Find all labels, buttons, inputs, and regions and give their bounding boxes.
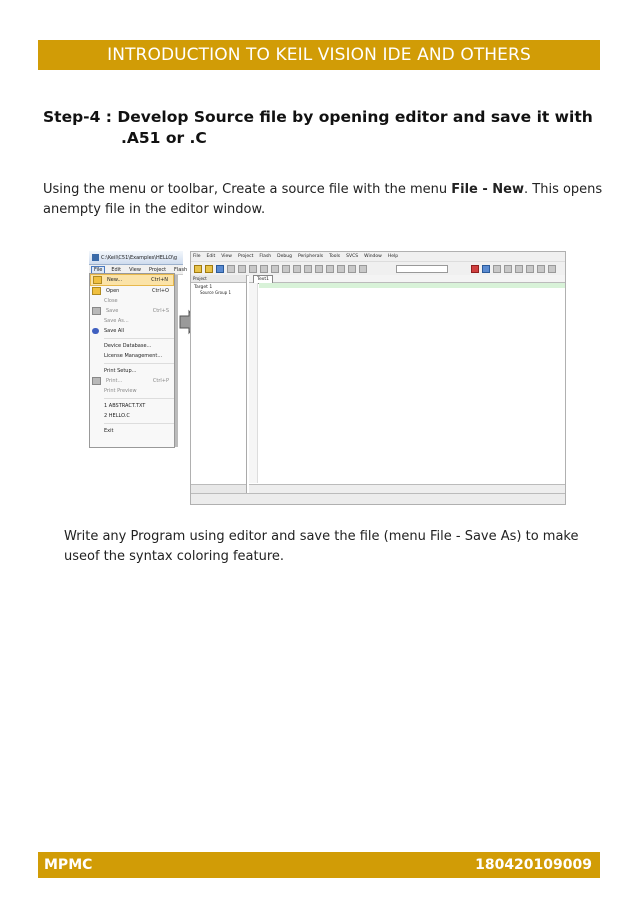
save-instruction-paragraph: Write any Program using editor and save the file (menu File - Save As) to make useof the syntax coloring feature. xyxy=(64,529,579,564)
tree-target[interactable]: Target 1 xyxy=(194,285,213,290)
ide-menu-view[interactable]: View xyxy=(221,254,232,259)
footer-subject: MPMC xyxy=(44,857,93,873)
view-icon[interactable] xyxy=(515,265,523,273)
new-file-icon xyxy=(93,276,102,284)
file-menu-screenshot xyxy=(89,251,188,448)
ide-menu-project[interactable]: Project xyxy=(237,254,254,259)
menu-file[interactable]: File xyxy=(91,266,105,274)
page-header-banner xyxy=(38,40,600,70)
blank-icon xyxy=(92,343,99,349)
print-icon xyxy=(92,377,101,385)
blank-icon xyxy=(92,428,99,434)
editor-pane[interactable] xyxy=(249,275,565,493)
project-pane-tabs[interactable] xyxy=(191,484,246,493)
save-all-icon[interactable] xyxy=(227,265,235,273)
save-all-icon xyxy=(92,328,99,334)
copy-icon[interactable] xyxy=(249,265,257,273)
save-icon xyxy=(92,307,101,315)
menu-item-exit[interactable] xyxy=(90,426,174,436)
cut-icon[interactable] xyxy=(238,265,246,273)
open-icon[interactable] xyxy=(205,265,213,273)
menu-item-close[interactable] xyxy=(90,296,174,306)
config-icon[interactable] xyxy=(537,265,545,273)
ide-toolbar-right xyxy=(471,265,559,273)
menu-item-shortcut: Ctrl+P xyxy=(152,378,169,384)
menu-item-save-all[interactable] xyxy=(90,326,174,336)
menu-item-shortcut: Ctrl+O xyxy=(151,288,169,294)
open-folder-icon xyxy=(92,287,101,295)
breakpoint-icon[interactable] xyxy=(493,265,501,273)
step-heading-line1: Step-4 : Develop Source file by opening editor and save it with xyxy=(43,108,593,126)
blank-icon xyxy=(92,353,99,359)
redo-icon[interactable] xyxy=(282,265,290,273)
indent-icon[interactable] xyxy=(348,265,356,273)
ide-menu-svcs[interactable]: SVCS xyxy=(346,254,359,259)
step-heading xyxy=(43,107,593,149)
footer-id: 180420109009 xyxy=(475,857,592,873)
tools-icon[interactable] xyxy=(548,265,556,273)
menu-item-label: New... xyxy=(107,277,123,283)
options-icon[interactable] xyxy=(504,265,512,273)
menu-item-label: 1 ABSTRACT.TXT xyxy=(104,403,146,409)
menu-item-label: Exit xyxy=(104,428,114,434)
blank-icon xyxy=(92,318,99,324)
undo-icon[interactable] xyxy=(271,265,279,273)
ide-menu-bar xyxy=(191,252,565,262)
nav-back-icon[interactable] xyxy=(293,265,301,273)
menu-separator xyxy=(104,338,174,339)
page-footer xyxy=(38,852,600,878)
instruction-text-post: . This opens anempty file in the editor window. xyxy=(43,182,603,217)
menu-separator xyxy=(104,363,174,364)
menu-item-recent-2[interactable] xyxy=(90,411,174,421)
nav-forward-icon[interactable] xyxy=(304,265,312,273)
step-heading-line2: .A51 or .C xyxy=(121,129,207,147)
menu-view[interactable]: View xyxy=(129,266,141,273)
bookmark-prev-icon[interactable] xyxy=(326,265,334,273)
save-icon[interactable] xyxy=(216,265,224,273)
menu-item-print[interactable] xyxy=(90,376,174,386)
unindent-icon[interactable] xyxy=(359,265,367,273)
menu-item-label: Print Preview xyxy=(104,388,137,394)
menu-item-recent-1[interactable] xyxy=(90,401,174,411)
menu-item-label: 2 HELLO.C xyxy=(104,413,130,419)
menu-item-new[interactable] xyxy=(90,274,174,286)
instruction-paragraph xyxy=(43,180,603,220)
menu-item-label: Print Setup... xyxy=(104,368,137,374)
window-title: C:\Keil\C51\Examples\HELLO\g xyxy=(101,254,178,261)
debug-icon[interactable] xyxy=(482,265,490,273)
menu-item-label: License Management... xyxy=(104,353,163,359)
tree-source-group[interactable]: Source Group 1 xyxy=(200,290,232,295)
ide-menu-flash[interactable]: Flash xyxy=(259,254,272,259)
menu-item-save-as[interactable] xyxy=(90,316,174,326)
blank-icon xyxy=(92,388,99,394)
menu-item-open[interactable] xyxy=(90,286,174,296)
ide-menu-help[interactable]: Help xyxy=(387,254,399,259)
menu-item-device-database[interactable] xyxy=(90,341,174,351)
ide-menu-peripherals[interactable]: Peripherals xyxy=(297,254,324,259)
window-titlebar xyxy=(89,251,183,265)
editor-current-line[interactable] xyxy=(259,283,565,288)
menu-item-label: Save As... xyxy=(104,318,129,324)
blank-icon xyxy=(92,413,99,419)
ide-menu-edit[interactable]: Edit xyxy=(206,254,216,259)
menu-item-label: Save All xyxy=(104,328,125,334)
app-icon xyxy=(92,254,99,261)
editor-tab-label: Text1 xyxy=(253,275,273,284)
menu-item-label: Open xyxy=(106,288,120,294)
menu-item-print-preview[interactable] xyxy=(90,386,174,396)
blank-icon xyxy=(92,298,99,304)
ide-menu-file[interactable]: File xyxy=(193,254,201,259)
menu-separator xyxy=(104,398,174,399)
bookmark-next-icon[interactable] xyxy=(337,265,345,273)
find-combo[interactable] xyxy=(396,265,448,273)
blank-icon xyxy=(92,368,99,374)
menu-separator xyxy=(104,423,174,424)
ide-screenshot xyxy=(190,251,566,505)
ide-menu-debug[interactable]: Debug xyxy=(277,254,292,259)
project-pane-header: Project xyxy=(191,275,246,283)
menu-item-label: Save xyxy=(106,308,119,314)
menu-item-shortcut: Ctrl+N xyxy=(151,277,168,283)
menu-edit[interactable]: Edit xyxy=(111,266,122,273)
editor-gutter xyxy=(249,283,258,483)
menu-item-shortcut: Ctrl+S xyxy=(152,308,169,314)
editor-horizontal-scrollbar[interactable] xyxy=(249,484,565,493)
project-pane xyxy=(191,275,247,493)
menu-item-label: Close xyxy=(104,298,118,304)
ide-toolbar xyxy=(191,262,565,276)
ide-menu-window[interactable]: Window xyxy=(364,254,382,259)
file-dropdown-menu xyxy=(89,273,175,448)
bookmark-icon[interactable] xyxy=(315,265,323,273)
instruction-text-pre: Using the menu or toolbar, Create a source file with the menu xyxy=(43,182,452,197)
menu-item-license-management[interactable] xyxy=(90,351,174,361)
window-icon[interactable] xyxy=(526,265,534,273)
paste-icon[interactable] xyxy=(260,265,268,273)
menu-project[interactable]: Project xyxy=(148,266,167,273)
menu-item-print-setup[interactable] xyxy=(90,366,174,376)
instruction-text-bold: File - New xyxy=(451,182,525,197)
blank-icon xyxy=(92,403,99,409)
new-icon[interactable] xyxy=(194,265,202,273)
menu-item-save[interactable] xyxy=(90,306,174,316)
ide-status-bar xyxy=(191,493,565,504)
ide-menu-tools[interactable]: Tools xyxy=(329,254,341,259)
editor-tab[interactable] xyxy=(249,275,565,283)
menu-item-label: Print... xyxy=(106,378,123,384)
menu-item-label: Device Database... xyxy=(104,343,152,349)
page-header-title: INTRODUCTION TO KEIL VISION IDE AND OTHERS xyxy=(107,45,531,65)
menu-flash[interactable]: Flash xyxy=(174,266,188,273)
find-icon[interactable] xyxy=(471,265,479,273)
